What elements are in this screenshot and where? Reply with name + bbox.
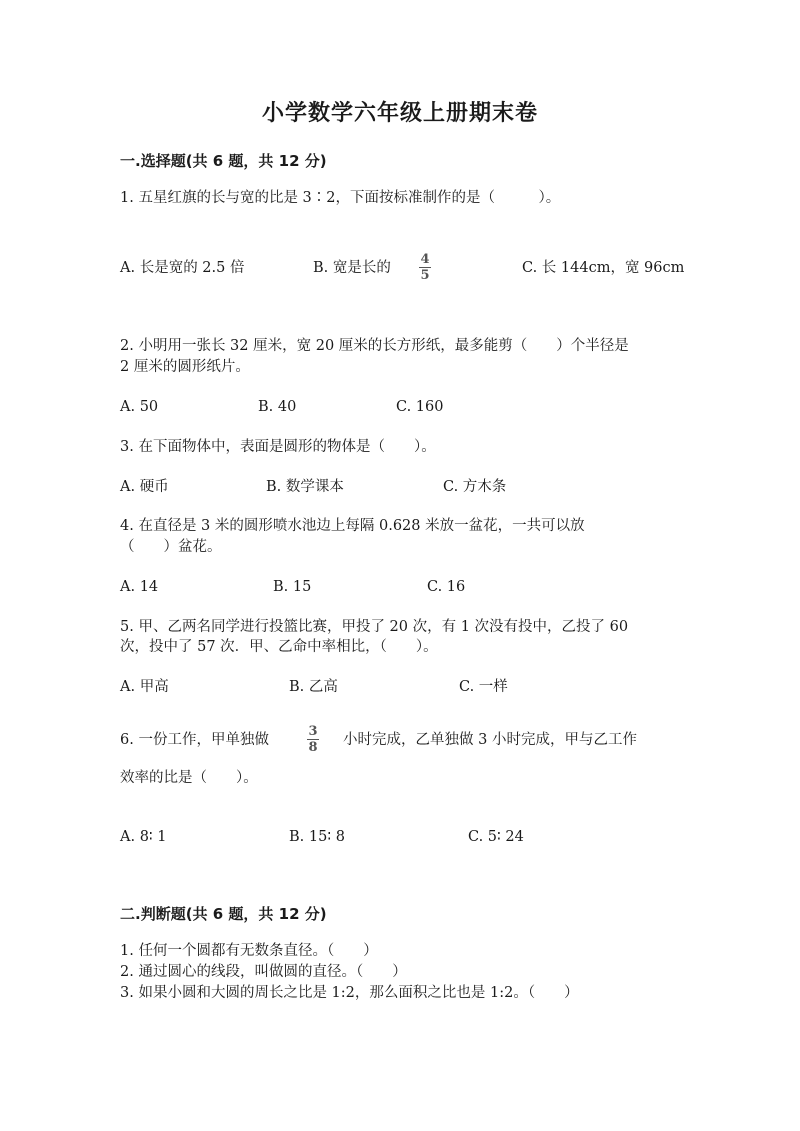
option-a: A. 8∶ 1 [120,829,167,845]
question-stem: 1. 五星红旗的长与宽的比是 3∶2，下面按标准制作的是（ ）。 [120,190,561,206]
question-stem-line2: 2 厘米的圆形纸片。 [120,359,250,375]
page-title: 小学数学六年级上册期末卷 [261,101,538,126]
option-b: B. 15∶ 8 [289,829,345,845]
option-c: C. 方木条 [443,479,507,495]
fraction-denominator: 8 [308,740,318,755]
option-b: B. 数学课本 [266,479,344,495]
option-b: B. 宽是长的 [313,260,391,276]
option-a: A. 长是宽的 2.5 倍 [120,260,245,276]
question-stem-line1: 4. 在直径是 3 米的圆形喷水池边上每隔 0.628 米放一盆花，一共可以放 [120,518,585,534]
option-a: A. 50 [120,399,159,415]
fraction [418,252,432,283]
option-c: C. 160 [396,399,444,415]
fraction-numerator: 4 [420,252,430,267]
option-c: C. 16 [427,579,466,595]
fraction-denominator: 5 [420,268,430,283]
question-stem-part2: 小时完成，乙单独做 3 小时完成，甲与乙工作 [343,732,637,748]
fraction [306,724,320,755]
list-item: 1. 任何一个圆都有无数条直径。（ ） [120,943,378,959]
option-a: A. 甲高 [120,679,169,695]
section-heading-judgement: 二.判断题(共 6 题，共 12 分) [120,905,327,923]
option-b: B. 15 [273,579,312,595]
option-a: A. 硬币 [120,479,169,495]
question-stem-line1: 5. 甲、乙两名同学进行投篮比赛，甲投了 20 次，有 1 次没有投中，乙投了 60 [120,619,629,635]
option-a: A. 14 [120,579,159,595]
section-heading-choice: 一.选择题(共 6 题，共 12 分) [120,152,327,170]
question-stem-line2: 效率的比是（ ）。 [120,770,258,786]
option-c: C. 一样 [459,679,508,695]
list-item: 3. 如果小圆和大圆的周长之比是 1:2，那么面积之比也是 1:2。（ ） [120,985,579,1001]
option-b: B. 乙高 [289,679,338,695]
option-b: B. 40 [258,399,297,415]
question-stem-part1: 6. 一份工作，甲单独做 [120,732,269,748]
question-stem: 3. 在下面物体中，表面是圆形的物体是（ ）。 [120,439,436,455]
list-item: 2. 通过圆心的线段，叫做圆的直径。（ ） [120,964,407,980]
question-stem-line1: 2. 小明用一张长 32 厘米，宽 20 厘米的长方形纸，最多能剪（ ）个半径是 [120,338,629,354]
question-stem-line2: （ ）盆花。 [120,539,222,555]
question-stem-line2: 次，投中了 57 次．甲、乙命中率相比，（ ）。 [120,639,438,655]
option-c: C. 5∶ 24 [468,829,524,845]
fraction-numerator: 3 [308,724,318,739]
option-c: C. 长 144cm，宽 96cm [522,260,685,276]
